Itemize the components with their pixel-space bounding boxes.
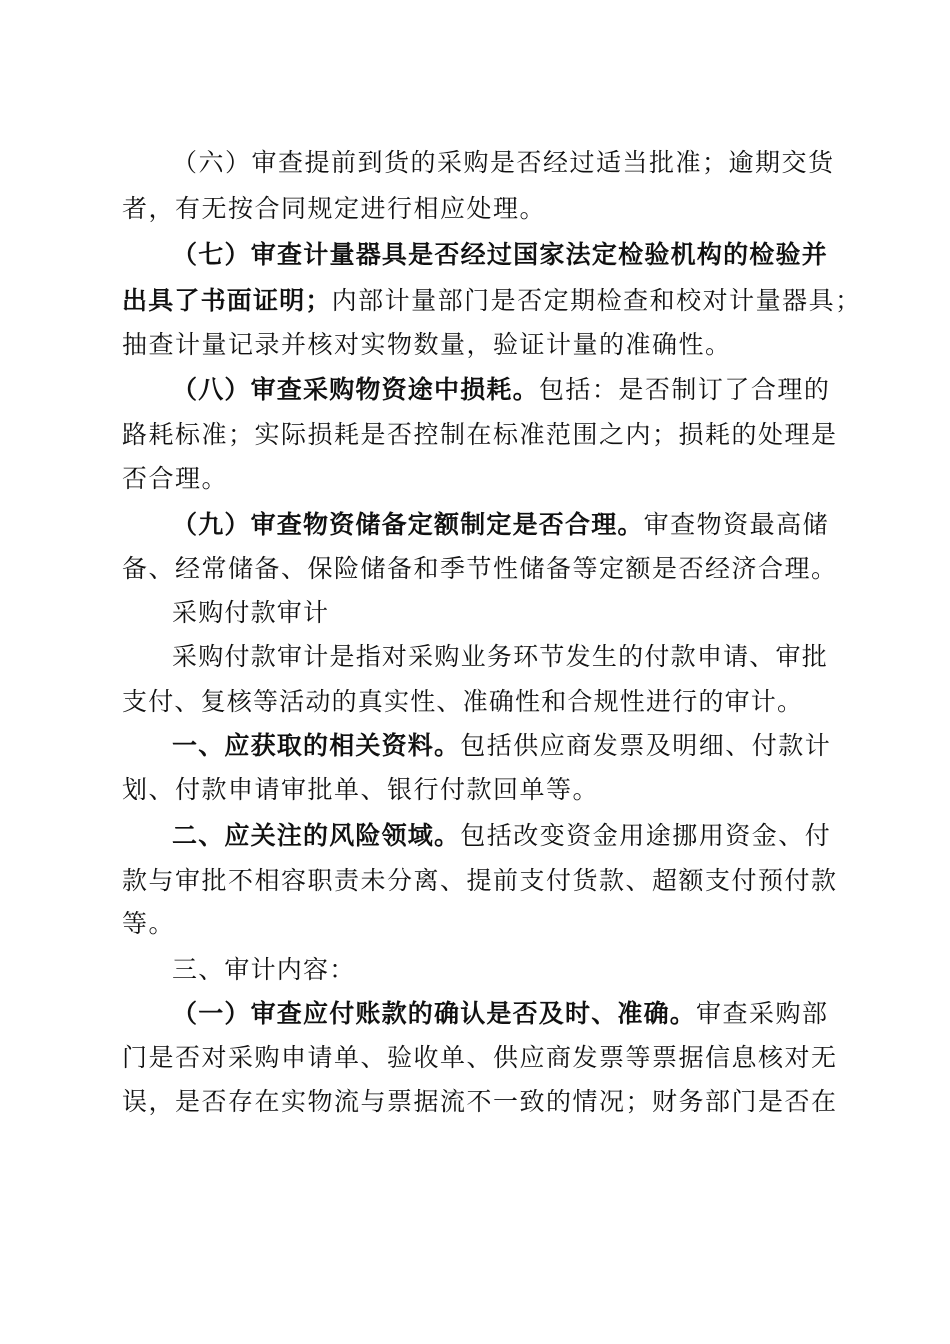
- heading-2-line-3: 等。: [122, 909, 176, 938]
- heading-1-line-2: 划、付款申请审批单、银行付款回单等。: [122, 775, 600, 804]
- para-9-line-2: 备、经常储备、保险储备和季节性储备等定额是否经济合理。: [122, 554, 838, 583]
- section-title: 采购付款审计: [172, 598, 330, 627]
- content-1-line-2: 门是否对采购申请单、验收单、供应商发票等票据信息核对无: [122, 1043, 838, 1072]
- para-7-line-3: 抽查计量记录并核对实物数量，验证计量的准确性。: [122, 330, 732, 359]
- para-8-line-2: 路耗标准；实际损耗是否控制在标准范围之内；损耗的处理是: [122, 420, 838, 449]
- para-7-line-2: 出具了书面证明；内部计量部门是否定期检查和校对计量器具；: [122, 286, 862, 315]
- heading-2-line-1: 二、应关注的风险领域。包括改变资金用途挪用资金、付: [172, 821, 832, 850]
- para-6-line-1: （六）审查提前到货的采购是否经过适当批准；逾期交货: [172, 148, 835, 177]
- para-9-line-1: （九）审查物资储备定额制定是否合理。审查物资最高储: [172, 510, 830, 539]
- intro-line-2: 支付、复核等活动的真实性、准确性和合规性进行的审计。: [122, 687, 804, 716]
- para-8-line-1: （八）审查采购物资途中损耗。包括：是否制订了合理的: [172, 375, 831, 404]
- para-6-line-2: 者，有无按合同规定进行相应处理。: [122, 194, 547, 223]
- para-7-line-1: （七）审查计量器具是否经过国家法定检验机构的检验并: [172, 240, 828, 269]
- content-1-line-3: 误，是否存在实物流与票据流不一致的情况；财务部门是否在: [122, 1087, 838, 1116]
- intro-line-1: 采购付款审计是指对采购业务环节发生的付款申请、审批: [172, 642, 828, 671]
- para-8-line-3: 否合理。: [122, 464, 229, 493]
- heading-3: 三、审计内容：: [172, 955, 356, 984]
- content-1-line-1: （一）审查应付账款的确认是否及时、准确。审查采购部: [172, 999, 829, 1028]
- heading-1-line-1: 一、应获取的相关资料。包括供应商发票及明细、付款计: [172, 731, 832, 760]
- heading-2-line-2: 款与审批不相容职责未分离、提前支付货款、超额支付预付款: [122, 866, 838, 895]
